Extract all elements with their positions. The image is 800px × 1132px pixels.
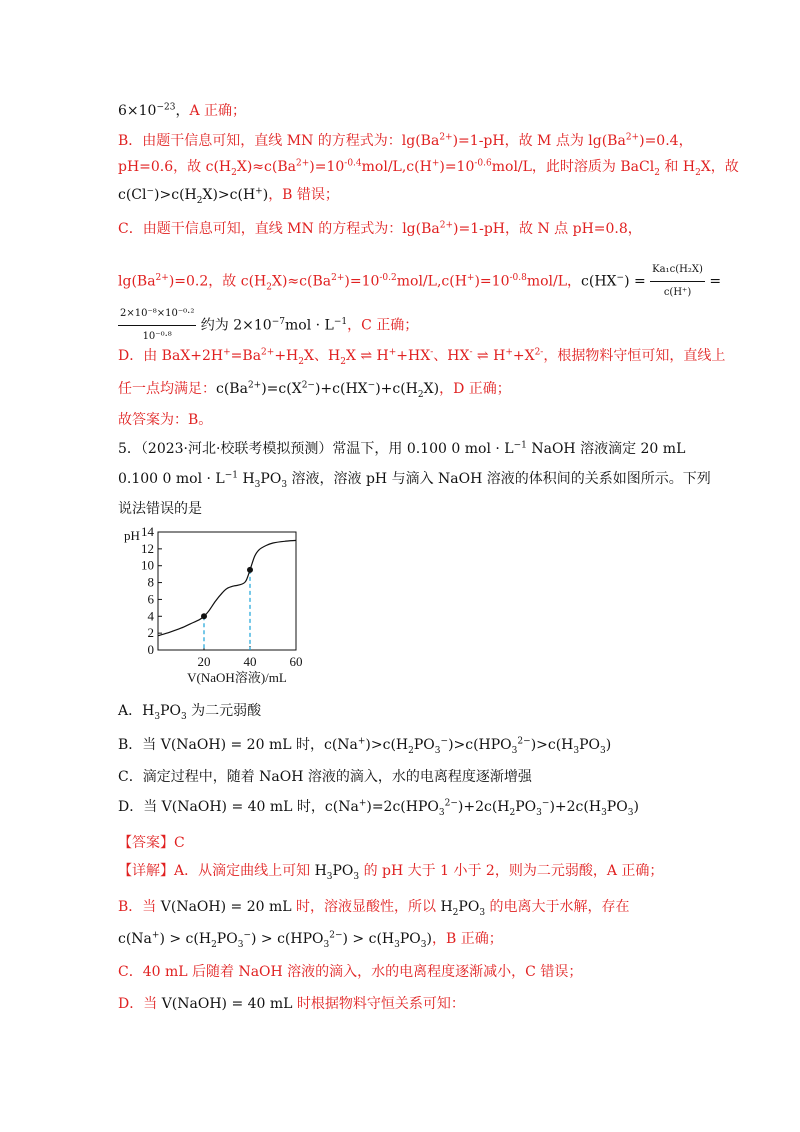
- text-run: c(Ba: [216, 381, 248, 397]
- superscript: 2+: [155, 272, 169, 283]
- text-run: )=10: [474, 273, 510, 290]
- text-run: C．40 mL 后随着 NaOH 溶液的滴入，水的电离程度逐渐减小，C 错误；: [118, 964, 583, 980]
- text-run: mol · L: [284, 317, 334, 334]
- text-run: ) > c(H: [342, 931, 395, 947]
- y-tick-label: 0: [147, 642, 154, 657]
- data-point: [201, 613, 207, 619]
- subscript: 2: [452, 907, 459, 918]
- subscript: 2: [211, 939, 217, 950]
- superscript: -0.4: [344, 158, 362, 169]
- subscript: 3: [353, 871, 360, 882]
- text-line: [118, 259, 721, 304]
- text-run: H: [314, 863, 327, 879]
- text-run: 2×10: [233, 317, 272, 334]
- superscript: +: [431, 158, 440, 169]
- y-tick-label: 10: [141, 557, 154, 573]
- data-point: [247, 567, 253, 573]
- text-run: ) > c(HPO: [250, 931, 324, 947]
- text-run: )>c(H: [154, 187, 197, 203]
- text-run: ) =: [624, 273, 651, 290]
- text-line: [118, 303, 418, 348]
- text-run: c(Cl: [118, 187, 147, 203]
- text-run: B．当: [118, 899, 161, 915]
- plot-frame: [158, 532, 296, 650]
- subscript: 3: [281, 479, 288, 490]
- superscript: +: [358, 798, 367, 809]
- text-run: pH=0.6，故 c(H: [118, 159, 232, 175]
- text-run: D．当: [118, 996, 162, 1012]
- superscript: 2+: [247, 380, 262, 391]
- text-run: C．由题干信息可知，直线 MN 的方程式为：lg(Ba: [118, 221, 440, 237]
- text-line: [118, 896, 630, 918]
- superscript: 2+: [625, 132, 640, 143]
- superscript: -: [469, 347, 473, 358]
- text-run: X)≈c(Ba: [236, 159, 296, 175]
- superscript: 2-: [534, 347, 544, 358]
- subscript: 2: [298, 356, 305, 367]
- superscript: −1: [224, 470, 238, 481]
- text-run: ) > c(H: [159, 931, 212, 947]
- text-run: D．当 V(NaOH) = 40 mL 时，c(Na: [118, 799, 359, 815]
- text-run: +HX: [396, 348, 431, 364]
- superscript: −: [440, 736, 449, 747]
- text-run: c(Na: [118, 931, 152, 947]
- text-run: X): [423, 381, 440, 397]
- fraction: $\frac{\text{Ka₁c(H₂X)}}{c(H^+)}$: [650, 259, 705, 304]
- text-run: 、HX: [433, 348, 470, 364]
- fraction: $\frac{\text{2×10⁻⁸×10⁻⁰·²}}{\text{10⁻⁰·⁸}}$: [118, 303, 196, 348]
- subscript: 3: [237, 939, 244, 950]
- superscript: 2−: [329, 930, 343, 941]
- text-line: [118, 218, 642, 240]
- subscript: 3: [180, 711, 187, 722]
- text-run: )+2c(H: [457, 799, 510, 815]
- superscript: 2+: [295, 158, 310, 169]
- text-run: 说法错误的是: [118, 501, 202, 517]
- text-run: 任一点均满足：: [118, 381, 216, 397]
- superscript: 2+: [331, 272, 345, 283]
- text-run: )=0.2，故 c(H: [168, 273, 267, 290]
- text-run: NaOH 溶液滴定 20 mL: [526, 441, 686, 457]
- text-run: ，C 正确；: [347, 317, 419, 334]
- subscript: 3: [326, 871, 333, 882]
- text-run: )+c(HX: [314, 381, 368, 397]
- superscript: −: [541, 798, 550, 809]
- text-run: V(NaOH) = 40 mL: [161, 996, 293, 1012]
- text-run: )>c(H: [530, 737, 574, 753]
- subscript: 2: [654, 167, 660, 178]
- superscript: -0.6: [474, 158, 492, 169]
- superscript: -0.2: [379, 272, 397, 283]
- text-run: )=1-pH，故 M 点为 lg(Ba: [452, 133, 626, 149]
- text-run: PO: [579, 737, 601, 753]
- text-run: D．由 BaX+2H: [118, 348, 224, 364]
- text-line: [118, 100, 246, 122]
- text-run: ): [633, 799, 639, 815]
- superscript: −7: [271, 316, 285, 327]
- text-run: )=10: [344, 273, 380, 290]
- y-tick-label: 12: [141, 540, 154, 556]
- text-run: PO: [606, 799, 628, 815]
- text-run: PO: [160, 703, 181, 719]
- subscript: 3: [434, 745, 441, 756]
- subscript: 3: [420, 939, 427, 950]
- superscript: -: [430, 347, 434, 358]
- titration-chart: [118, 520, 308, 688]
- text-line: [118, 860, 663, 882]
- y-tick-label: 2: [147, 625, 154, 641]
- text-run: X、H: [304, 348, 341, 364]
- text-run: =Ba: [230, 348, 262, 364]
- subscript: 2: [408, 745, 414, 756]
- text-run: C．滴定过程中，随着 NaOH 溶液的滴入，水的电离程度逐渐增强: [118, 769, 532, 785]
- text-run: X)>c(H: [202, 187, 256, 203]
- text-run: 【答案】C: [118, 835, 185, 851]
- text-line: [118, 700, 261, 722]
- subscript: 2: [340, 356, 346, 367]
- subscript: 3: [536, 807, 542, 818]
- text-line: [118, 498, 202, 520]
- text-run: PO: [260, 471, 282, 487]
- text-run: 约为: [196, 317, 234, 334]
- superscript: +: [466, 272, 475, 283]
- text-run: B．由题干信息可知，直线 MN 的方程式为：lg(Ba: [118, 133, 440, 149]
- text-run: ): [262, 187, 269, 203]
- superscript: 2−: [517, 736, 531, 747]
- subscript: 2: [266, 282, 272, 293]
- text-run: mol/L,c(H: [361, 159, 432, 175]
- subscript: 2: [695, 167, 701, 178]
- superscript: -0.8: [509, 272, 527, 283]
- text-run: H: [238, 471, 255, 487]
- text-run: mol/L,c(H: [396, 273, 467, 290]
- text-run: 的电离大于水解，存在: [485, 899, 630, 915]
- text-run: )=10: [309, 159, 345, 175]
- subscript: 2: [231, 167, 237, 178]
- text-run: ，: [175, 103, 190, 119]
- subscript: 3: [479, 907, 486, 918]
- text-run: 6×10: [118, 103, 157, 119]
- text-line: [118, 184, 339, 206]
- superscript: +: [223, 347, 231, 358]
- text-run: 时，溶液显酸性，所以: [291, 899, 441, 915]
- superscript: 2+: [439, 220, 454, 231]
- superscript: −: [146, 186, 155, 197]
- text-run: )>c(H: [365, 737, 409, 753]
- text-run: 为二元弱酸: [186, 703, 262, 719]
- text-line: [118, 468, 711, 490]
- text-run: ，根据物料守恒可知，直线上: [543, 348, 726, 364]
- text-line: [118, 734, 611, 756]
- subscript: 3: [627, 807, 634, 818]
- text-run: )=2c(HPO: [366, 799, 439, 815]
- superscript: 2−: [301, 380, 315, 391]
- text-run: H: [440, 899, 453, 915]
- text-run: 5．（2023·河北·校联考模拟预测）常温下，用 0.100 0 mol · L: [118, 441, 514, 457]
- y-tick-label: 4: [147, 608, 154, 624]
- titration-curve: [158, 540, 296, 635]
- text-run: )+c(H: [375, 381, 418, 397]
- text-line: [118, 796, 639, 818]
- y-tick-label: 14: [141, 524, 154, 539]
- x-tick-label: 20: [197, 654, 211, 669]
- text-run: ): [426, 931, 432, 947]
- text-run: ): [605, 737, 612, 753]
- text-run: )>c(HPO: [448, 737, 512, 753]
- text-line: [118, 345, 725, 367]
- text-line: [118, 928, 503, 950]
- superscript: +: [151, 930, 160, 941]
- text-line: [118, 156, 739, 178]
- text-run: 时根据物料守恒关系可知：: [292, 996, 465, 1012]
- text-run: 0.100 0 mol · L: [118, 471, 225, 487]
- superscript: −1: [513, 440, 527, 451]
- text-run: X，故: [700, 159, 739, 175]
- text-run: )=c(X: [261, 381, 302, 397]
- text-run: 故答案为：B。: [118, 412, 213, 428]
- text-run: )=10: [439, 159, 475, 175]
- superscript: +: [388, 347, 397, 358]
- subscript: 3: [438, 807, 445, 818]
- text-run: PO: [332, 863, 354, 879]
- text-run: )+2c(H: [549, 799, 602, 815]
- y-tick-label: 8: [147, 574, 154, 590]
- superscript: −23: [156, 102, 176, 113]
- subscript: 2: [509, 807, 516, 818]
- subscript: 3: [573, 745, 580, 756]
- text-run: 的 pH 大于 1 小于 2，则为二元弱酸，A 正确；: [359, 863, 664, 879]
- subscript: 2: [196, 195, 203, 206]
- superscript: 2+: [439, 132, 453, 143]
- text-line: [118, 130, 693, 152]
- text-run: X ⇌ H: [345, 348, 389, 364]
- text-line: [118, 832, 185, 854]
- superscript: −: [367, 380, 376, 391]
- text-run: 和 H: [659, 159, 696, 175]
- superscript: +: [505, 347, 513, 358]
- text-run: ，B 正确；: [431, 931, 503, 947]
- text-line: [118, 961, 582, 983]
- text-run: +X: [512, 348, 535, 364]
- subscript: 3: [323, 939, 330, 950]
- text-line: [118, 438, 685, 460]
- subscript: 3: [254, 479, 261, 490]
- text-run: A 正确；: [189, 103, 247, 119]
- text-run: V(NaOH) = 20 mL: [160, 899, 292, 915]
- text-run: PO: [458, 899, 480, 915]
- text-run: +H: [274, 348, 299, 364]
- text-run: mol/L，此时溶质为 BaCl: [491, 159, 655, 175]
- text-run: lg(Ba: [118, 273, 156, 290]
- y-tick-label: 6: [147, 591, 154, 607]
- text-line: [118, 378, 511, 400]
- subscript: 3: [511, 745, 518, 756]
- text-run: )=1-pH，故 N 点 pH=0.8，: [453, 221, 642, 237]
- text-run: ，D 正确；: [439, 381, 511, 397]
- text-run: A．H: [118, 703, 155, 719]
- text-run: ⇌ H: [472, 348, 506, 364]
- subscript: 2: [417, 389, 424, 400]
- superscript: −: [616, 272, 625, 283]
- x-tick-label: 40: [243, 654, 257, 669]
- text-run: )=0.4，: [639, 133, 693, 149]
- text-line: [118, 993, 465, 1015]
- text-run: PO: [399, 931, 421, 947]
- text-line: [118, 766, 532, 788]
- superscript: +: [357, 736, 366, 747]
- x-tick-label: 60: [289, 654, 303, 669]
- text-run: ，B 错误；: [268, 187, 339, 203]
- text-run: c(HX: [581, 273, 617, 290]
- subscript: 3: [394, 939, 400, 950]
- text-run: PO: [515, 799, 537, 815]
- text-run: PO: [216, 931, 238, 947]
- text-run: X)≈c(Ba: [271, 273, 332, 290]
- text-run: mol/L，: [526, 273, 582, 290]
- superscript: 2−: [444, 798, 458, 809]
- text-run: PO: [413, 737, 435, 753]
- x-axis-label: V(NaOH溶液)/mL: [187, 670, 287, 685]
- subscript: 3: [600, 745, 606, 756]
- superscript: −1: [333, 316, 348, 327]
- text-line: [118, 409, 212, 431]
- text-run: 溶液，溶液 pH 与滴入 NaOH 溶液的体积间的关系如图所示。下列: [287, 471, 711, 487]
- superscript: −: [243, 930, 251, 941]
- superscript: 2+: [261, 347, 275, 358]
- subscript: 3: [154, 711, 161, 722]
- text-run: B．当 V(NaOH) = 20 mL 时，c(Na: [118, 737, 358, 753]
- subscript: 3: [601, 807, 607, 818]
- text-run: =: [704, 273, 722, 290]
- y-axis-label: pH: [124, 528, 140, 543]
- superscript: +: [255, 186, 263, 197]
- text-run: 【详解】A．从滴定曲线上可知: [118, 863, 315, 879]
